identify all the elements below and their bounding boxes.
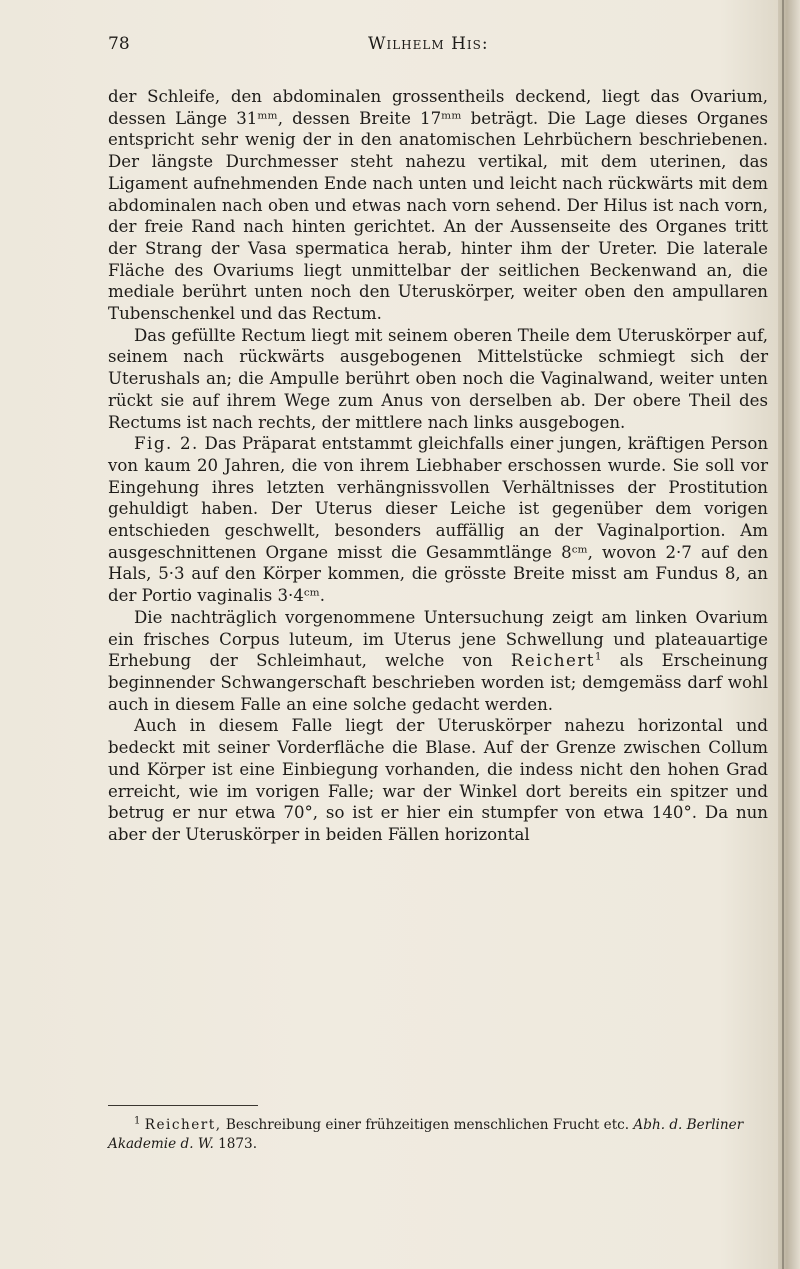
footnotes bbox=[108, 1116, 768, 1154]
footnote-author: Reichert, bbox=[144, 1117, 222, 1133]
footnote-ref[interactable]: 1 bbox=[594, 651, 602, 663]
author-name: Reichert bbox=[510, 651, 595, 671]
page-header bbox=[108, 34, 768, 60]
footnote-source: Abh. d. Berliner Akademie d. W. bbox=[108, 1117, 744, 1152]
footnote-year: 1873. bbox=[213, 1136, 258, 1152]
footnote-divider bbox=[108, 1105, 258, 1106]
footnote-1 bbox=[108, 1116, 768, 1154]
paragraph-4-after: als Erscheinung beginnender Schwangerschaft beschrieben worden ist; demgemäss darf wohl auch in diesem Falle an eine solche gedacht werden. bbox=[108, 651, 768, 714]
footnote-marker: 1 bbox=[134, 1115, 141, 1127]
paragraph-4 bbox=[108, 607, 768, 716]
paragraph-2: Das gefüllte Rectum liegt mit seinem oberen Theile dem Uteruskörper auf, seinem nach rückwärts ausgebogenen Mittelstücke schmiegt sich der Uterushals an; die Ampulle berührt oben noch die Vaginalwand, weiter unten rückt sie auf ihrem Wege zum Anus von derselben ab. Der obere Theil des Rectums ist nach rechts, der mittlere nach links ausgebogen. bbox=[108, 325, 768, 432]
paragraph-1: der Schleife, den abdominalen grossentheils deckend, liegt das Ovarium, dessen Länge 31ᵐᵐ, dessen Breite 17ᵐᵐ beträgt. Die Lage dieses Organes entspricht sehr wenig der in den anatomischen Lehrbüchern beschriebenen. Der längste Durchmesser steht nahezu vertikal, mit dem uterinen, das Ligament aufnehmenden Ende nach unten und leicht nach rückwärts mit dem abdominalen nach oben und etwas nach vorn sehend. Der Hilus ist nach vorn, der freie Rand nach hinten gerichtet. An der Aussenseite des Organes tritt der Strang der Vasa spermatica herab, hinter ihm der Ureter. Die laterale Fläche des Ovariums liegt unmittelbar der seitlichen Beckenwand an, die mediale berührt unten noch den Uteruskörper, weiter oben den ampullaren Tubenschenkel und das Rectum. bbox=[108, 87, 768, 324]
paragraph-3 bbox=[108, 433, 768, 607]
running-head: Wilhelm His: bbox=[368, 34, 489, 54]
paragraph-3-text: Das Präparat entstammt gleichfalls einer jungen, kräftigen Person von kaum 20 Jahren, die von ihrem Liebhaber erschossen wurde. Sie soll vor Eingehung ihres letzten verhängnissvollen Verhältnisses der Prostitution gehuldigt haben. Der Uterus dieser Leiche ist gegenüber dem vorigen entschieden geschwellt, besonders auffällig an der Vaginalportion. Am ausgeschnittenen Organe misst die Gesammtlänge 8ᶜᵐ, wovon 2·7 auf den Hals, 5·3 auf den Körper kommen, die grösste Breite misst am Fundus 8, an der Portio vaginalis 3·4ᶜᵐ. bbox=[108, 434, 769, 606]
fig-label: Fig. 2. bbox=[134, 434, 199, 454]
paragraph-4-before: Die nachträglich vorgenommene Untersuchung zeigt am linken Ovarium ein frisches Corpus luteum, im Uterus jene Schwellung und plateauartige Erhebung der Schleimhaut, welche von bbox=[108, 607, 768, 671]
page-number: 78 bbox=[108, 34, 130, 54]
footnote-text: Beschreibung einer frühzeitigen menschlichen Frucht etc. bbox=[221, 1117, 634, 1133]
paragraph-5: Auch in diesem Falle liegt der Uteruskörper nahezu horizontal und bedeckt mit seiner Vorderfläche die Blase. Auf der Grenze zwischen Collum und Körper ist eine Einbiegung vorhanden, die indess nicht den hohen Grad erreicht, wie im vorigen Falle; war der Winkel dort bereits ein spitzer und betrug er nur etwa 70°, so ist er hier ein stumpfer von etwa 140°. Da nun aber der Uteruskörper in beiden Fällen horizontal bbox=[108, 716, 768, 844]
binding-line bbox=[782, 0, 784, 1269]
body-text bbox=[108, 86, 768, 846]
